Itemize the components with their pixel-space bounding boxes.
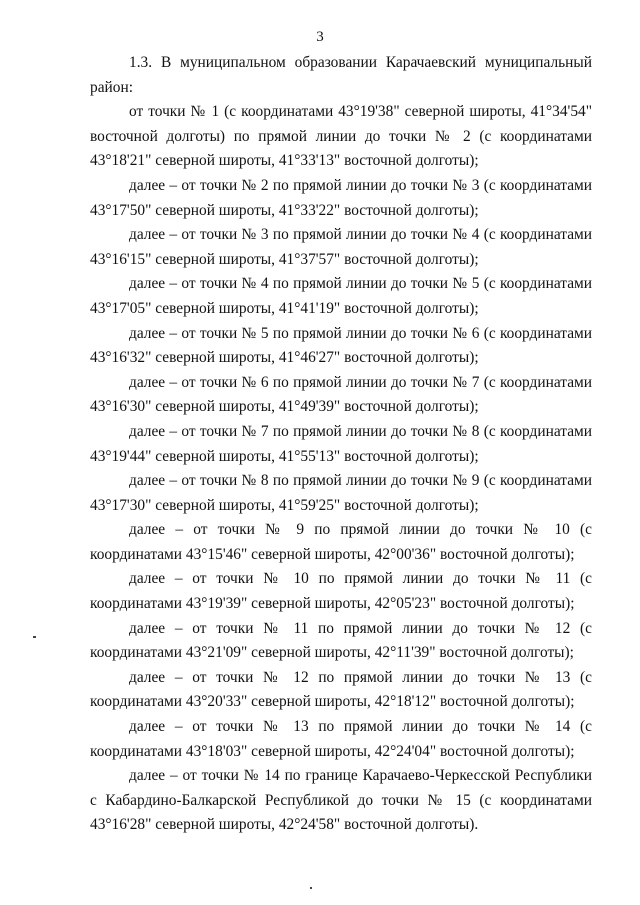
scan-speck xyxy=(33,636,36,638)
scan-speck xyxy=(310,887,312,889)
boundary-paragraph: далее – от точки № 13 по прямой линии до точки № 14 (с координатами 43°18'03" северной широты, 42°24'04" восточной долготы); xyxy=(90,718,592,760)
boundary-paragraph: далее – от точки № 4 по прямой линии до точки № 5 (с координатами 43°17'05" северной широты, 41°41'19" восточной долготы); xyxy=(90,275,592,317)
boundary-paragraph: далее – от точки № 10 по прямой линии до точки № 11 (с координатами 43°19'39" северной широты, 42°05'23" восточной долготы); xyxy=(90,570,592,613)
boundary-paragraph: далее – от точки № 7 по прямой линии до точки № 8 (с координатами 43°19'44" северной широты, 41°55'13" восточной долготы); xyxy=(90,422,592,465)
boundary-paragraph: от точки № 1 (с координатами 43°19'38" северной широты, 41°34'54" восточной долготы) по прямой линии до точки № 2 (с координатами 43°18'21" северной широты, 41°33'13" восточной долготы); xyxy=(90,103,592,170)
boundary-paragraph: далее – от точки № 6 по прямой линии до точки № 7 (с координатами 43°16'30" северной широты, 41°49'39" восточной долготы); xyxy=(90,373,592,416)
boundary-paragraph: далее – от точки № 11 по прямой линии до точки № 12 (с координатами 43°21'09" северной широты, 42°11'39" восточной долготы); xyxy=(90,619,592,662)
boundary-paragraph: далее – от точки № 14 по границе Карачаево-Черкесской Республики с Кабардино-Балкарской Республикой до точки № 15 (с координатами 43°16'28" северной широты, 42°24'58" восточной долготы). xyxy=(90,767,592,834)
section-heading-paragraph: 1.3. В муниципальном образовании Карачаевский муниципальный район: xyxy=(90,54,592,96)
boundary-paragraph: далее – от точки № 8 по прямой линии до точки № 9 (с координатами 43°17'30" северной широты, 41°59'25" восточной долготы); xyxy=(90,472,592,514)
boundary-paragraph: далее – от точки № 12 по прямой линии до точки № 13 (с координатами 43°20'33" северной широты, 42°18'12" восточной долготы); xyxy=(90,668,592,711)
boundary-paragraph: далее – от точки № 3 по прямой линии до точки № 4 (с координатами 43°16'15" северной широты, 41°37'57" восточной долготы); xyxy=(90,226,592,268)
document-body xyxy=(90,51,592,838)
page-number: 3 xyxy=(316,29,324,45)
boundary-paragraph: далее – от точки № 2 по прямой линии до точки № 3 (с координатами 43°17'50" северной широты, 41°33'22" восточной долготы); xyxy=(90,176,592,219)
boundary-paragraph: далее – от точки № 5 по прямой линии до точки № 6 (с координатами 43°16'32" северной широты, 41°46'27" восточной долготы); xyxy=(90,324,592,367)
boundary-paragraph: далее – от точки № 9 по прямой линии до точки № 10 (с координатами 43°15'46" северной широты, 42°00'36" восточной долготы); xyxy=(90,521,592,563)
